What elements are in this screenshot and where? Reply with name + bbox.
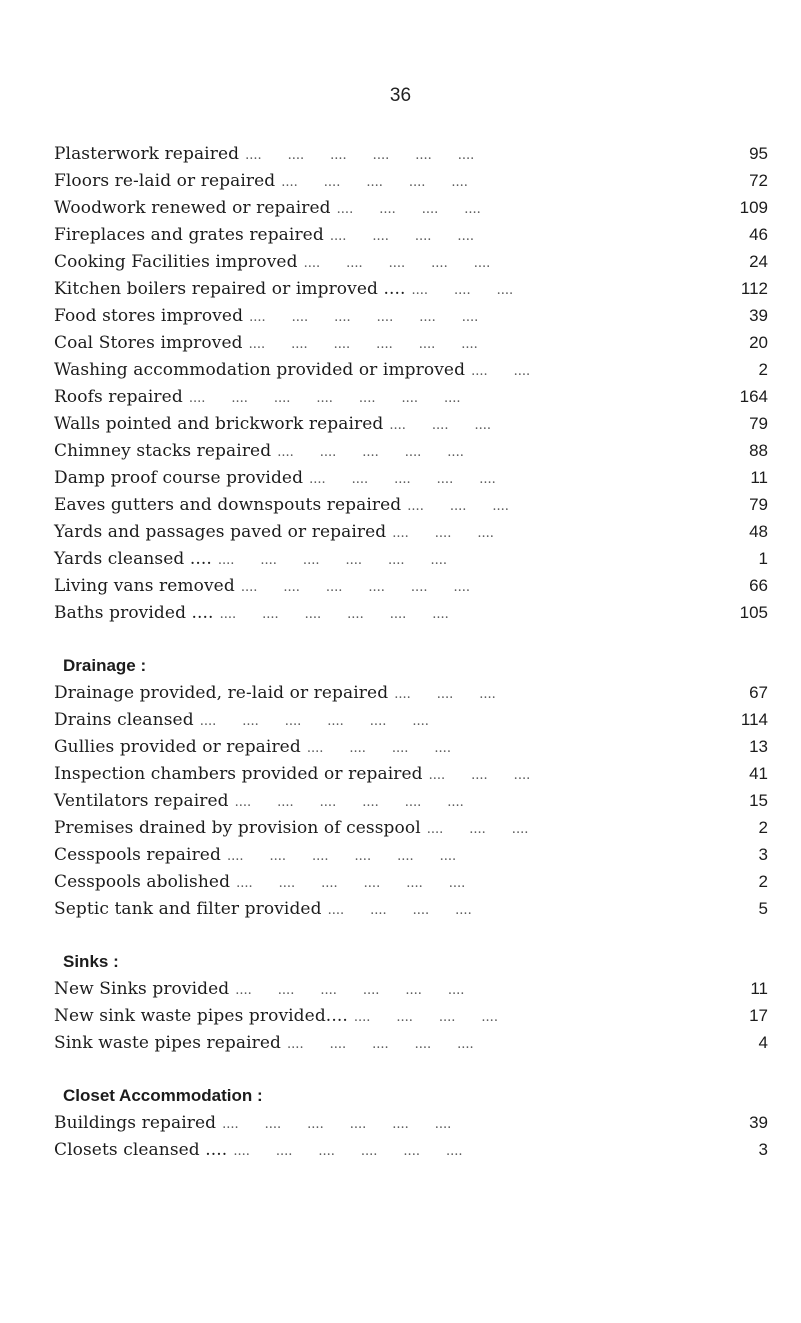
row-value: 41 [749,764,768,783]
section [54,1082,768,1163]
row-label: Cooking Facilities improved [54,252,298,272]
row-value: 3 [758,845,768,864]
dot-leader: .... .... .... [411,283,514,298]
row-value: 11 [750,468,768,487]
section-heading: Drainage : [63,656,147,675]
dot-leader: .... .... .... .... .... [287,1037,474,1052]
dot-leader: .... .... .... .... .... [303,256,491,271]
row-value: 48 [749,522,768,541]
table-row [54,787,768,814]
table-row [54,895,768,922]
report-table [54,140,768,1163]
table-row [54,1002,768,1029]
table-row [54,410,768,437]
table-row [54,841,768,868]
table-row [54,194,768,221]
row-label: New sink waste pipes provided.... [54,1006,348,1026]
row-label: Buildings repaired [54,1113,217,1133]
row-label: Fireplaces and grates repaired [54,225,324,245]
dot-leader: .... .... .... .... .... .... [245,148,475,163]
row-value: 66 [749,576,768,595]
row-label: Washing accommodation provided or improved [54,360,466,380]
dot-leader: .... .... .... .... .... .... [236,876,466,891]
dot-leader: .... .... .... .... [353,1010,498,1025]
row-label: Roofs repaired [54,387,183,407]
row-label: Damp proof course provided [54,468,304,488]
row-value: 39 [749,306,768,325]
dot-leader: .... .... .... [392,526,494,541]
row-label: Eaves gutters and downspouts repaired [54,495,402,515]
dot-leader: .... .... .... [407,499,509,514]
dot-leader: .... .... .... .... .... .... [226,849,457,864]
row-label: Premises drained by provision of cesspool [54,818,421,838]
dot-leader: .... .... .... [428,768,531,783]
section [54,652,768,922]
table-row [54,518,768,545]
row-value: 114 [740,710,768,729]
table-row [54,1029,768,1056]
row-label: Sink waste pipes repaired [54,1033,282,1053]
row-value: 72 [749,171,768,190]
row-label: Coal Stores improved [54,333,243,353]
row-value: 67 [749,683,768,702]
row-value: 46 [749,225,768,244]
row-value: 2 [758,360,768,379]
section [54,140,768,626]
row-value: 2 [758,872,768,891]
row-label: Food stores improved [54,306,244,326]
row-label: Walls pointed and brickwork repaired [54,414,384,434]
row-label: Kitchen boilers repaired or improved .... [54,279,406,299]
table-row [54,464,768,491]
dot-leader: .... .... .... .... .... .... [199,714,429,729]
row-label: Floors re-laid or repaired [54,171,276,191]
table-row [54,383,768,410]
table-row [54,248,768,275]
row-value: 164 [739,387,768,406]
dot-leader: .... .... .... [426,822,529,837]
row-value: 2 [758,818,768,837]
dot-leader: .... .... .... .... .... .... [219,607,449,622]
table-row [54,1136,768,1163]
table-row [54,814,768,841]
dot-leader: .... .... .... .... [327,903,472,918]
row-label: Cesspools repaired [54,845,221,865]
dot-leader: .... .... .... .... .... .... .... [188,391,461,406]
page-number: 36 [389,85,412,106]
row-value: 1 [758,549,768,568]
row-label: Ventilators repaired [54,791,229,811]
row-value: 105 [739,603,768,622]
table-row [54,975,768,1002]
dot-leader: .... .... .... [389,418,491,433]
row-label: Inspection chambers provided or repaired [54,764,423,784]
row-value: 17 [749,1006,768,1025]
section-heading: Closet Accommodation : [63,1086,263,1105]
dot-leader: .... .... .... .... .... [309,472,496,487]
dot-leader: .... .... [471,364,531,379]
dot-leader: .... .... .... .... .... .... [222,1117,452,1132]
dot-leader: .... .... .... .... .... .... [233,1144,463,1159]
section-heading: Sinks : [63,952,119,971]
table-row [54,868,768,895]
row-label: Woodwork renewed or repaired [54,198,331,218]
row-label: Baths provided .... [54,603,214,623]
row-value: 95 [749,144,768,163]
table-row [54,679,768,706]
table-row [54,491,768,518]
row-label: Plasterwork repaired [54,144,240,164]
table-row [54,706,768,733]
dot-leader: .... .... .... [394,687,496,702]
row-label: Drains cleansed [54,710,194,730]
row-label: Chimney stacks repaired [54,441,272,461]
row-label: Gullies provided or repaired [54,737,301,757]
row-value: 13 [749,737,768,756]
table-row [54,221,768,248]
row-value: 24 [749,252,768,271]
row-value: 20 [749,333,768,352]
dot-leader: .... .... .... .... .... .... [234,795,464,810]
row-value: 112 [740,279,768,298]
dot-leader: .... .... .... .... [336,202,481,217]
row-value: 79 [749,495,768,514]
table-row [54,599,768,626]
table-row [54,356,768,383]
row-label: Cesspools abolished [54,872,231,892]
table-row [54,167,768,194]
dot-leader: .... .... .... .... .... .... [240,580,470,595]
row-value: 79 [749,414,768,433]
table-row [54,437,768,464]
row-value: 11 [750,979,768,998]
row-value: 5 [758,899,768,918]
dot-leader: .... .... .... .... .... .... [235,983,465,998]
table-row [54,572,768,599]
table-row [54,733,768,760]
table-row [54,1109,768,1136]
row-value: 88 [749,441,768,460]
row-label: Septic tank and filter provided [54,899,322,919]
row-value: 109 [739,198,768,217]
section [54,948,768,1056]
dot-leader: .... .... .... .... .... .... [249,310,479,325]
dot-leader: .... .... .... .... .... .... [248,337,478,352]
table-row [54,302,768,329]
row-label: Living vans removed [54,576,235,596]
row-label: New Sinks provided [54,979,230,999]
row-label: Closets cleansed .... [54,1140,228,1160]
table-row [54,140,768,167]
dot-leader: .... .... .... .... [306,741,451,756]
row-value: 39 [749,1113,768,1132]
row-value: 15 [749,791,768,810]
row-value: 4 [758,1033,768,1052]
table-row [54,275,768,302]
table-row [54,545,768,572]
row-value: 3 [758,1140,768,1159]
dot-leader: .... .... .... .... [329,229,474,244]
dot-leader: .... .... .... .... .... [281,175,468,190]
table-row [54,329,768,356]
row-label: Drainage provided, re-laid or repaired [54,683,389,703]
table-row [54,760,768,787]
row-label: Yards and passages paved or repaired [54,522,387,542]
dot-leader: .... .... .... .... .... [277,445,464,460]
dot-leader: .... .... .... .... .... .... [217,553,448,568]
row-label: Yards cleansed .... [54,549,212,569]
